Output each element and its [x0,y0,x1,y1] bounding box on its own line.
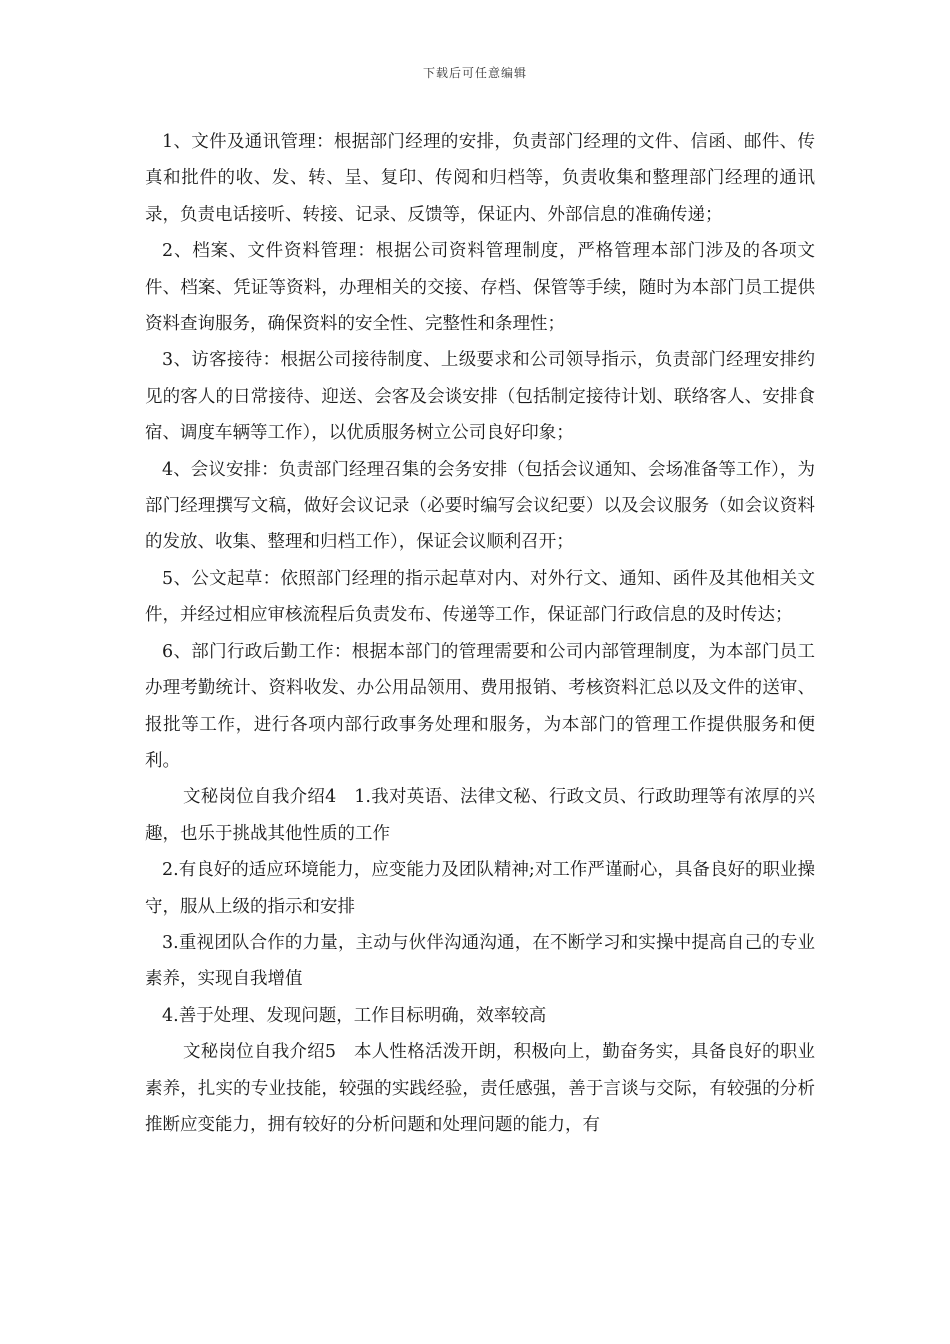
page-header-note: 下载后可任意编辑 [422,66,527,80]
document-body [145,124,815,1143]
paragraph-self-intro-4-point-4: 4.善于处理、发现问题，工作目标明确，效率较高 [162,1005,547,1026]
paragraph-file-communication: 1、文件及通讯管理：根据部门经理的安排，负责部门经理的文件、信函、邮件、传真和批件的收、发、转、呈、复印、传阅和归档等，负责收集和整理部门经理的通讯录，负责电话接听、转接、记录、反馈等，保证内、外部信息的准确传递； [145,132,815,225]
paragraph-archive-management: 2、档案、文件资料管理：根据公司资料管理制度，严格管理本部门涉及的各项文件、档案、凭证等资料，办理相关的交接、存档、保管等手续，随时为本部门员工提供资料查询服务，确保资料的安全性、完整性和条理性； [145,241,815,335]
paragraph-self-intro-5: 文秘岗位自我介绍5 本人性格活泼开朗，积极向上，勤奋务实，具备良好的职业素养，扎实的专业技能，较强的实践经验，责任感强，善于言谈与交际，有较强的分析推断应变能力，拥有较好的分析问题和处理问题的能力，有 [145,1042,815,1135]
paragraph-self-intro-4: 文秘岗位自我介绍4 1.我对英语、法律文秘、行政文员、行政助理等有浓厚的兴趣，也乐于挑战其他性质的工作 [145,787,815,844]
paragraph-document-drafting: 5、公文起草：依照部门经理的指示起草对内、对外行文、通知、函件及其他相关文件，并经过相应审核流程后负责发布、传递等工作，保证部门行政信息的及时传达； [145,568,815,626]
paragraph-admin-logistics: 6、部门行政后勤工作：根据本部门的管理需要和公司内部管理制度，为本部门员工办理考勤统计、资料收发、办公用品领用、费用报销、考核资料汇总以及文件的送审、报批等工作，进行各项内部行政事务处理和服务，为本部门的管理工作提供服务和便利。 [145,641,815,771]
paragraph-self-intro-4-point-3: 3.重视团队合作的力量，主动与伙伴沟通沟通，在不断学习和实操中提高自己的专业素养，实现自我增值 [145,932,815,990]
paragraph-visitor-reception: 3、访客接待：根据公司接待制度、上级要求和公司领导指示，负责部门经理安排约见的客人的日常接待、迎送、会客及会谈安排（包括制定接待计划、联络客人、安排食宿、调度车辆等工作），以优质服务树立公司良好印象； [145,350,815,444]
paragraph-self-intro-4-point-2: 2.有良好的适应环境能力，应变能力及团队精神;对工作严谨耐心，具备良好的职业操守，服从上级的指示和安排 [145,860,815,917]
paragraph-meeting-arrangement: 4、会议安排：负责部门经理召集的会务安排（包括会议通知、会场准备等工作），为部门经理撰写文稿，做好会议记录（必要时编写会议纪要）以及会议服务（如会议资料的发放、收集、整理和归档工作），保证会议顺利召开； [145,459,815,553]
